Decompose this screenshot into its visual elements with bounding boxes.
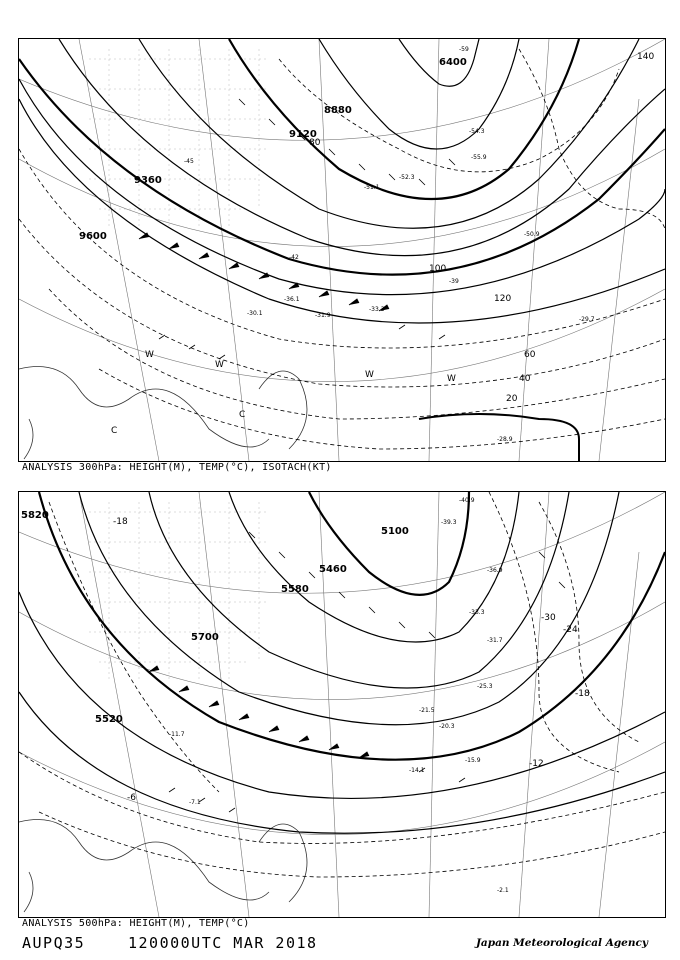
temp-sample: -39.3 <box>441 519 457 526</box>
cold-marker: C <box>239 410 246 420</box>
temp-sample: -31.9 <box>315 312 331 319</box>
isotach-labels <box>309 52 654 404</box>
height-labels <box>21 510 409 725</box>
height-label: 9600 <box>79 231 107 242</box>
height-label: 5100 <box>381 526 409 537</box>
temperature-samples <box>184 46 595 443</box>
temp-sample: -39 <box>449 278 459 285</box>
temp-sample: -11.7 <box>169 731 185 738</box>
temperature-contours <box>19 492 665 877</box>
graticule <box>19 492 665 917</box>
temp-sample: -36.1 <box>284 296 300 303</box>
temp-sample: -25.3 <box>477 683 493 690</box>
temp-contour-label: -18 <box>575 689 590 699</box>
isotach-label: 20 <box>506 394 518 404</box>
temp-sample: -33.3 <box>369 306 385 313</box>
temp-sample: -54.3 <box>469 128 485 135</box>
temp-sample: -2.1 <box>497 887 509 894</box>
warm-marker: W <box>365 370 374 380</box>
temp-sample: -20.3 <box>439 723 455 730</box>
temp-contour-label: -6 <box>127 793 136 803</box>
temp-contour-label: -30 <box>541 613 556 623</box>
wind-barbs <box>149 532 565 812</box>
temp-sample: -51.1 <box>364 184 380 191</box>
temp-sample: -50.9 <box>524 231 540 238</box>
height-label: 5520 <box>95 714 123 725</box>
isotach-label: 40 <box>519 374 531 384</box>
temp-contour-label: -18 <box>113 517 128 527</box>
isotach-label: 80 <box>309 138 321 148</box>
height-contours <box>19 39 665 461</box>
temp-sample: -14.1 <box>409 767 425 774</box>
temp-sample: -36.9 <box>487 567 503 574</box>
temp-sample: -7.1 <box>189 799 201 806</box>
warm-marker: W <box>145 350 154 360</box>
temp-sample: -55.9 <box>471 154 487 161</box>
height-label: 5460 <box>319 564 347 575</box>
temp-sample: -29.7 <box>579 316 595 323</box>
map-300hpa-canvas <box>19 39 665 461</box>
temp-sample: -28.9 <box>497 436 513 443</box>
height-label: 6400 <box>439 57 467 68</box>
temp-sample: -59 <box>459 46 469 53</box>
graticule <box>19 39 665 461</box>
caption-300hpa: ANALYSIS 300hPa: HEIGHT(M), TEMP(°C), ISOTACH(KT) <box>22 462 332 473</box>
analysis-time: 120000UTC MAR 2018 <box>128 934 318 952</box>
temp-sample: -40.9 <box>459 497 475 504</box>
temp-sample: -30.1 <box>247 310 263 317</box>
warm-marker: W <box>215 360 224 370</box>
agency-name: Japan Meteorological Agency <box>475 937 648 949</box>
temp-contour-label: -12 <box>529 759 544 769</box>
temp-sample: -21.5 <box>419 707 435 714</box>
coastline <box>19 820 307 913</box>
isotach-label: 60 <box>524 350 536 360</box>
temp-contour-label: -24 <box>563 625 578 635</box>
temp-sample: -52.3 <box>399 174 415 181</box>
terrain-grid <box>89 502 269 682</box>
region-markers <box>111 350 456 436</box>
cold-marker: C <box>111 426 118 436</box>
chart-code: AUPQ35 <box>22 934 86 952</box>
temp-sample: -42 <box>289 254 299 261</box>
height-labels <box>79 57 467 242</box>
temp-sample: -15.9 <box>465 757 481 764</box>
height-contours <box>19 492 665 833</box>
temperature-contour-labels <box>113 517 590 803</box>
isotach-label: 120 <box>494 294 512 304</box>
warm-marker: W <box>447 374 456 384</box>
height-label: 8880 <box>324 105 352 116</box>
temp-sample: -45 <box>184 158 194 165</box>
map-500hpa-canvas <box>19 492 665 917</box>
isotach-label: 140 <box>637 52 655 62</box>
temp-sample: -33.3 <box>469 609 485 616</box>
height-label: 9120 <box>289 129 317 140</box>
caption-500hpa: ANALYSIS 500hPa: HEIGHT(M), TEMP(°C) <box>22 918 250 929</box>
map-300hpa <box>18 38 666 462</box>
coastline <box>19 367 307 460</box>
height-label: 5820 <box>21 510 49 521</box>
terrain-grid <box>89 49 269 229</box>
height-label: 5580 <box>281 584 309 595</box>
map-500hpa <box>18 491 666 918</box>
temp-sample: -31.7 <box>487 637 503 644</box>
height-label: 5700 <box>191 632 219 643</box>
height-label: 9360 <box>134 175 162 186</box>
isotach-label: 100 <box>429 264 447 274</box>
